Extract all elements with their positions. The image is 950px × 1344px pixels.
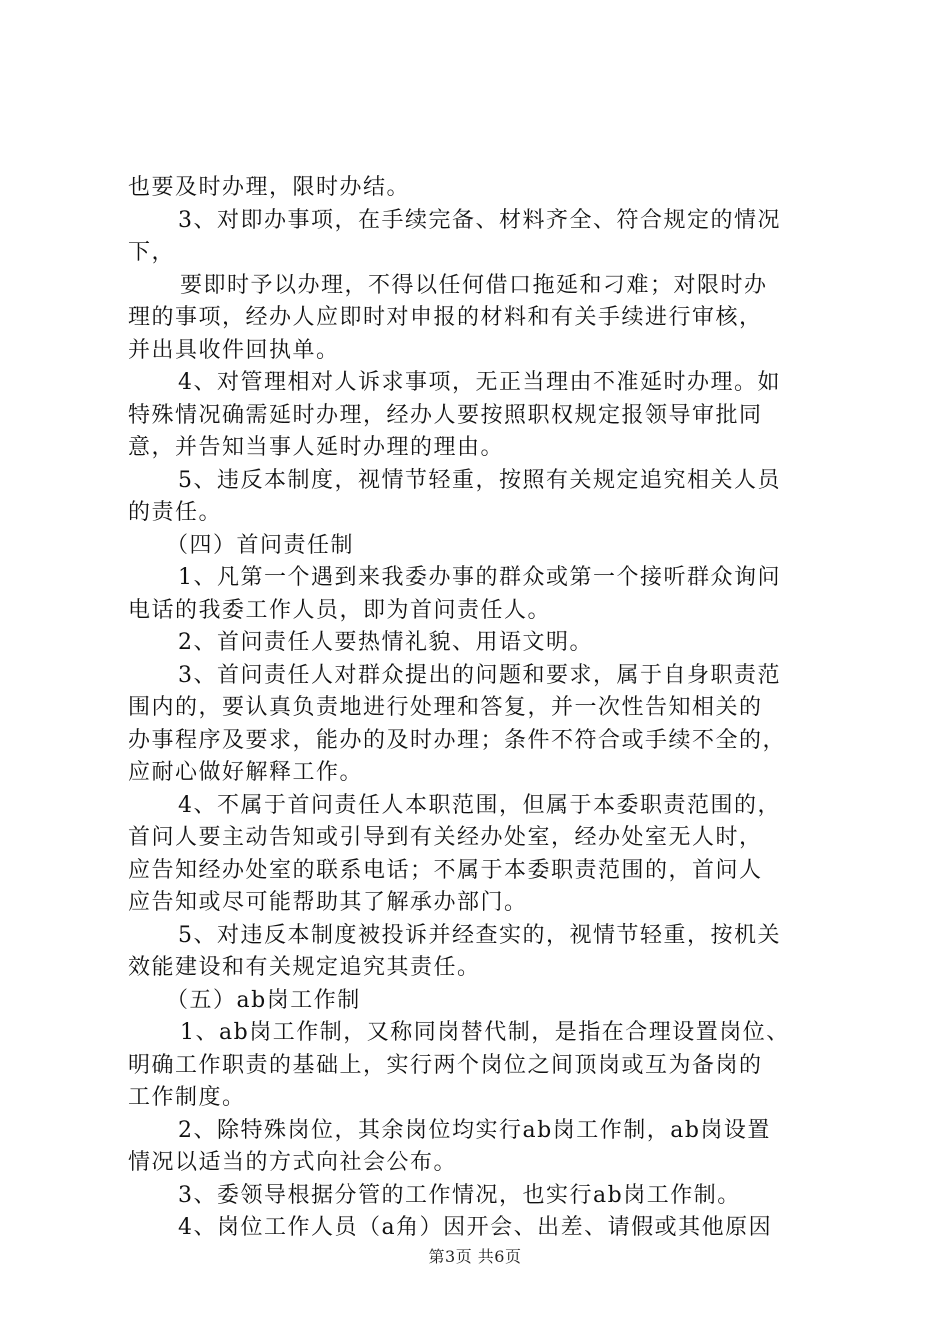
text-line: 4、岗位工作人员（a角）因开会、出差、请假或其他原因	[178, 1215, 773, 1240]
text-line: 理的事项，经办人应即时对申报的材料和有关手续进行审核，	[128, 305, 763, 330]
text-line: 情况以适当的方式向社会公布。	[128, 1150, 458, 1175]
text-line: 特殊情况确需延时办理，经办人要按照职权规定报领导审批同	[128, 402, 763, 428]
text-line: 3、对即办事项，在手续完备、材料齐全、符合规定的情况	[178, 207, 781, 233]
text-line: 5、对违反本制度被投诉并经查实的，视情节轻重，按机关	[178, 922, 781, 948]
text-line: 电话的我委工作人员，即为首问责任人。	[128, 597, 552, 623]
text-line: 首问人要主动告知或引导到有关经办处室，经办处室无人时，	[128, 825, 763, 850]
document-body	[128, 172, 838, 1245]
text-line: 5、违反本制度，视情节轻重，按照有关规定追究相关人员	[178, 467, 781, 493]
text-line: 要即时予以办理，不得以任何借口拖延和刁难；对限时办	[180, 272, 768, 298]
text-line: 下，	[128, 240, 176, 265]
section-heading: （四）首问责任制	[166, 532, 355, 558]
text-line: 也要及时办理，限时办结。	[128, 175, 411, 200]
text-line: 应耐心做好解释工作。	[128, 760, 364, 785]
text-line: 2、首问责任人要热情礼貌、用语文明。	[178, 630, 593, 655]
text-line: 效能建设和有关规定追究其责任。	[128, 955, 481, 980]
text-line: 2、除特殊岗位，其余岗位均实行ab岗工作制，ab岗设置	[178, 1117, 771, 1143]
text-line: 工作制度。	[128, 1085, 246, 1110]
text-line: 3、委领导根据分管的工作情况，也实行ab岗工作制。	[178, 1182, 741, 1208]
text-line: 4、对管理相对人诉求事项，无正当理由不准延时办理。如	[178, 370, 781, 395]
text-line: 3、首问责任人对群众提出的问题和要求，属于自身职责范	[178, 662, 781, 688]
text-line: 1、凡第一个遇到来我委办事的群众或第一个接听群众询问	[178, 565, 781, 590]
text-line: 围内的，要认真负责地进行处理和答复，并一次性告知相关的	[128, 695, 763, 720]
text-line: 意，并告知当事人延时办理的理由。	[128, 435, 505, 460]
page-number-footer: 第3页 共6页	[428, 1247, 522, 1266]
text-line: 应告知经办处室的联系电话；不属于本委职责范围的，首问人	[128, 857, 763, 883]
text-line: 4、不属于首问责任人本职范围，但属于本委职责范围的，	[178, 792, 781, 818]
text-line: 并出具收件回执单。	[128, 337, 340, 363]
text-line: 明确工作职责的基础上，实行两个岗位之间顶岗或互为备岗的	[128, 1052, 763, 1078]
section-heading: （五）ab岗工作制	[166, 987, 361, 1013]
text-line: 应告知或尽可能帮助其了解承办部门。	[128, 890, 528, 915]
text-line: 办事程序及要求，能办的及时办理；条件不符合或手续不全的，	[128, 727, 787, 753]
text-line: 1、ab岗工作制，又称同岗替代制，是指在合理设置岗位、	[180, 1020, 790, 1045]
text-line: 的责任。	[128, 500, 223, 525]
